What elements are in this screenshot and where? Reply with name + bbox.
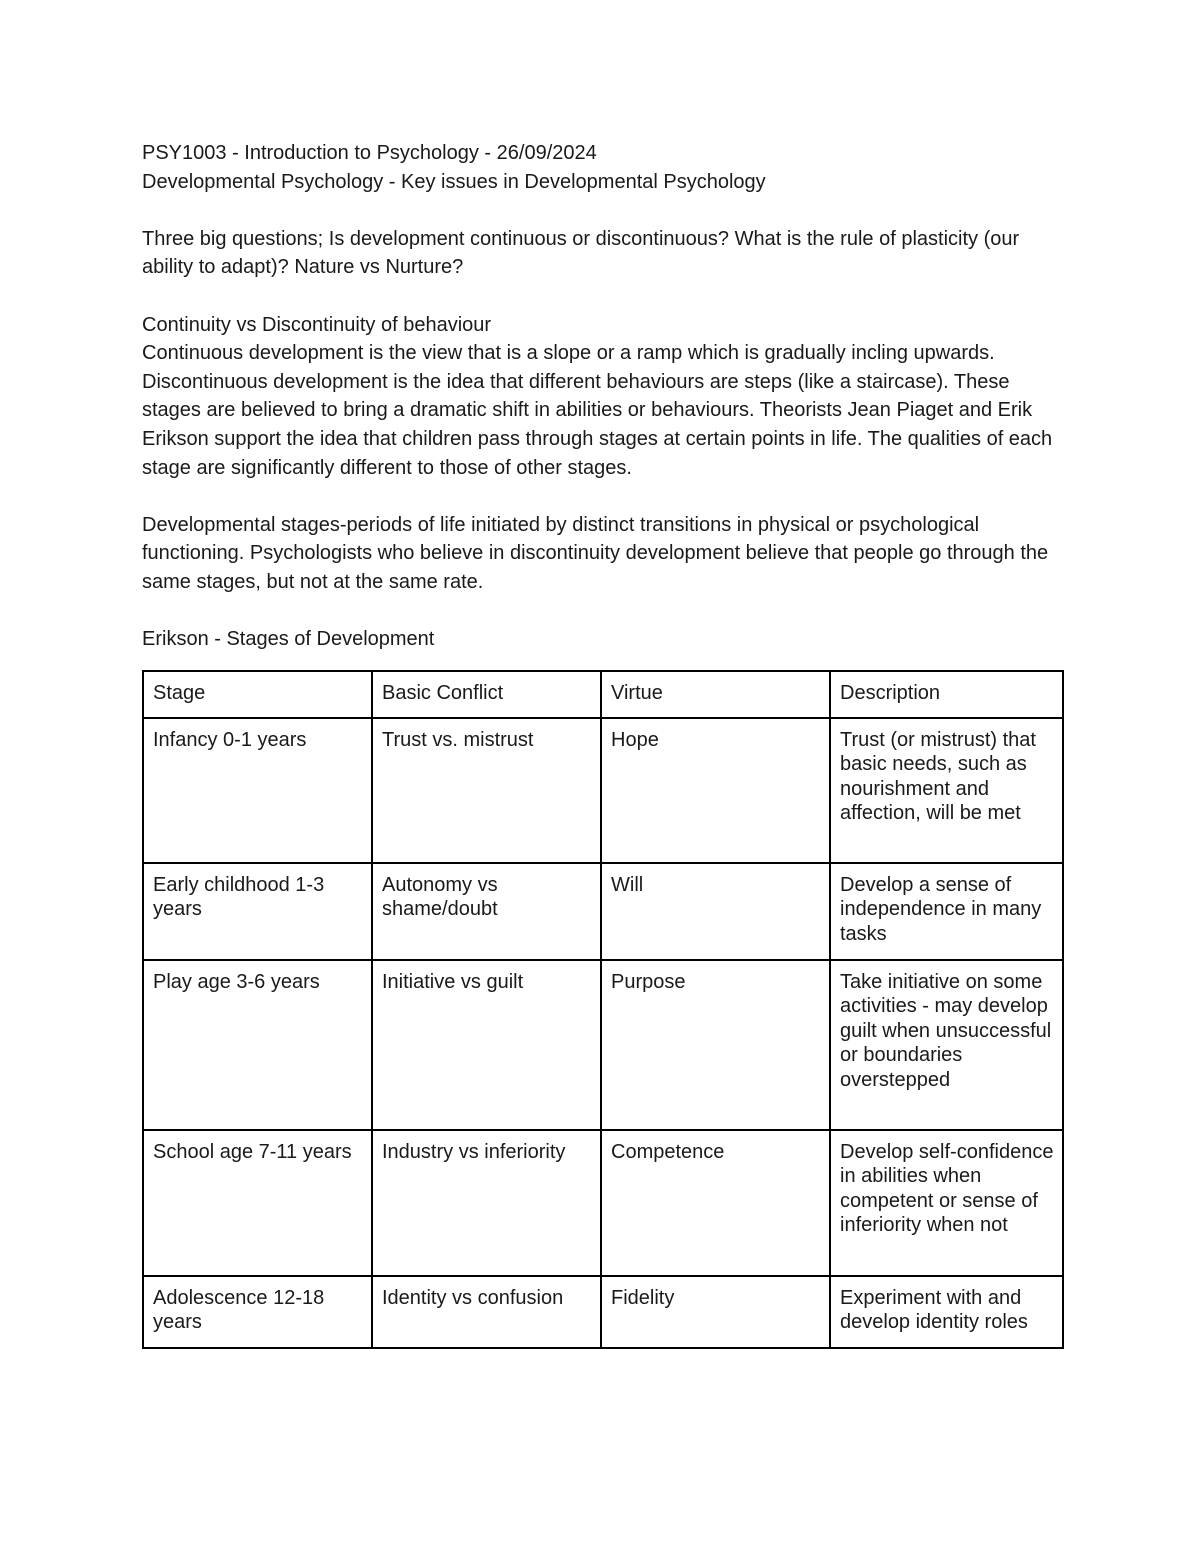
section-title-continuity: Continuity vs Discontinuity of behaviour: [142, 313, 492, 336]
header-cell-description: Description: [830, 671, 1063, 718]
stage-cell: School age 7-11 years: [143, 1130, 372, 1276]
table-row: [143, 1130, 1063, 1276]
spacer: [142, 282, 1062, 311]
document-page: [142, 139, 1062, 1349]
conflict-cell: Identity vs confusion: [372, 1276, 601, 1348]
stage-cell: Adolescence 12-18 years: [143, 1276, 372, 1348]
table-header-row: [143, 671, 1063, 718]
continuity-paragraph: Continuous development is the view that is a slope or a ramp which is gradually incling upwards. Discontinuous development is the idea that different behaviours are steps (like a staircase). These stages are believed to bring a dramatic shift in abilities or behaviours. Theorists Jean Piaget and Erik Erikson support the idea that children pass through stages at certain points in life. The qualities of each stage are significantly different to those of other stages.: [142, 342, 1053, 479]
virtue-cell: Will: [601, 863, 830, 960]
virtue-cell: Purpose: [601, 960, 830, 1130]
description-cell: Take initiative on some activities - may develop guilt when unsuccessful or boundaries overstepped: [830, 960, 1063, 1130]
header-cell-stage: Stage: [143, 671, 372, 718]
spacer: [142, 482, 1062, 511]
virtue-cell: Fidelity: [601, 1276, 830, 1348]
header-cell-virtue: Virtue: [601, 671, 830, 718]
stage-cell: Infancy 0-1 years: [143, 718, 372, 863]
description-cell: Experiment with and develop identity roles: [830, 1276, 1063, 1348]
table-row: [143, 863, 1063, 960]
description-cell: Develop self-confidence in abilities when competent or sense of inferiority when not: [830, 1130, 1063, 1276]
developmental-stages-paragraph: Developmental stages-periods of life initiated by distinct transitions in physical or psychological functioning. Psychologists who believe in discontinuity development believe that people go through the same stages, but not at the same rate.: [142, 513, 1049, 593]
table-title: Erikson - Stages of Development: [142, 628, 435, 651]
conflict-cell: Initiative vs guilt: [372, 960, 601, 1130]
course-header: PSY1003 - Introduction to Psychology - 26/09/2024: [142, 142, 597, 164]
table-row: [143, 718, 1063, 863]
spacer: [142, 597, 1062, 626]
conflict-cell: Industry vs inferiority: [372, 1130, 601, 1276]
description-cell: Trust (or mistrust) that basic needs, such as nourishment and affection, will be met: [830, 718, 1063, 863]
spacer: [142, 196, 1062, 225]
stage-cell: Play age 3-6 years: [143, 960, 372, 1130]
conflict-cell: Trust vs. mistrust: [372, 718, 601, 863]
header-cell-basic-conflict: Basic Conflict: [372, 671, 601, 718]
topic-header: Developmental Psychology - Key issues in Developmental Psychology: [142, 170, 766, 193]
table-row: [143, 960, 1063, 1130]
erikson-stages-table: [142, 670, 1064, 1349]
conflict-cell: Autonomy vs shame/doubt: [372, 863, 601, 960]
description-cell: Develop a sense of independence in many tasks: [830, 863, 1063, 960]
stage-cell: Early childhood 1-3 years: [143, 863, 372, 960]
table-row: [143, 1276, 1063, 1348]
virtue-cell: Hope: [601, 718, 830, 863]
questions-paragraph: Three big questions; Is development continuous or discontinuous? What is the rule of plasticity (our ability to adapt)? Nature vs Nurture?: [142, 227, 1020, 279]
virtue-cell: Competence: [601, 1130, 830, 1276]
